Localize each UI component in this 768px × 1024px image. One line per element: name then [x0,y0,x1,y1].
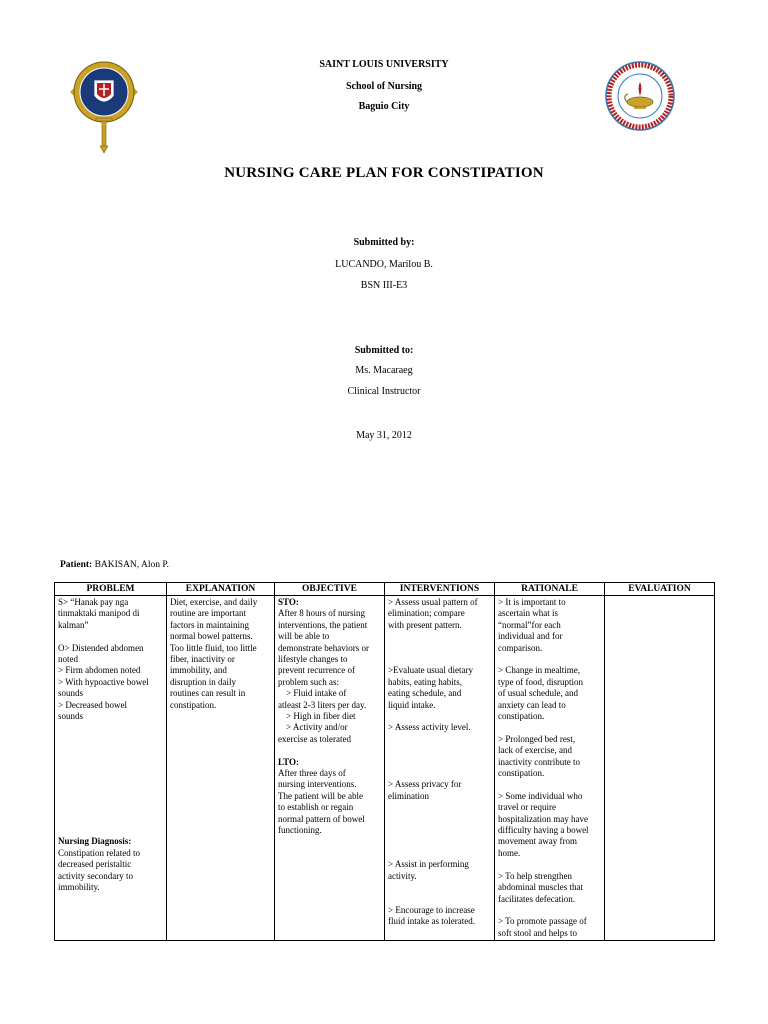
lto-line: normal pattern of bowel [278,813,365,824]
rationale-line: constipation. [498,768,545,779]
explanation-line: routines can result in [170,688,246,699]
nursing-diagnosis-text: activity secondary to [58,870,133,881]
rationale-line: > Some individual who [498,790,583,801]
care-plan-table [54,582,715,941]
submitted-to-label: Submitted to: [354,345,414,356]
document-title: NURSING CARE PLAN FOR CONSTIPATION [224,165,544,181]
nursing-diagnosis-label: Nursing Diagnosis: [58,836,132,847]
objective-cell [275,596,385,941]
explanation-line: constipation. [170,699,217,710]
intervention-line: elimination [388,790,429,801]
nursing-diagnosis-text: immobility. [58,882,100,893]
explanation-cell [167,596,275,941]
intervention-line: with present pattern. [388,619,462,630]
sto-item: atleast 2-3 liters per day. [278,699,367,710]
rationale-line: soft stool and helps to [498,927,577,938]
intervention-line: > Assess privacy for [388,779,462,790]
sto-line: demonstrate behaviors or [278,642,369,653]
intervention-line: fluid intake as tolerated. [388,916,475,927]
submitted-by-section: BSN III-E3 [360,280,408,291]
rationale-line: inactivity contribute to [498,756,580,767]
sto-line: After 8 hours of nursing [278,608,365,619]
interventions-cell [385,596,495,941]
lto-line: functioning. [278,825,322,836]
intervention-line: eating schedule, and [388,688,462,699]
rationale-line: movement away from [498,836,577,847]
rationale-line: ascertain what is [498,608,558,619]
header-evaluation: EVALUATION [605,583,715,596]
city-name: Baguio City [358,101,410,112]
intervention-line: >Evaluate usual dietary [388,665,474,676]
subjective-line: tinmaktaki manipod di [58,608,140,619]
subjective-line: S> “Hanak pay nga [58,597,129,607]
patient-label: Patient: [60,560,93,570]
header-interventions: INTERVENTIONS [385,583,495,596]
intervention-line: > Assess usual pattern of [388,597,478,607]
rationale-line: > To help strengthen [498,870,573,881]
submitted-by-name: LUCANDO, Marilou B. [335,259,433,270]
submitted-to-role: Clinical Instructor [347,386,421,397]
objective-cue: sounds [58,688,84,699]
intervention-line: habits, eating habits, [388,676,462,687]
subjective-line: kalman” [58,619,89,630]
sto-line: prevent recurrence of [278,665,355,676]
header-problem: PROBLEM [55,583,167,596]
rationale-line: lack of exercise, and [498,745,572,756]
submitted-by-label: Submitted by: [353,237,415,248]
rationale-line: travel or require [498,802,556,813]
explanation-line: normal bowel patterns. [170,631,253,642]
objective-cue: > Decreased bowel [58,699,128,710]
rationale-line: comparison. [498,642,543,653]
header-objective: OBJECTIVE [275,583,385,596]
rationale-line: individual and for [498,631,563,642]
rationale-line: > Prolonged bed rest, [498,733,576,744]
rationale-line: hospitalization may have [498,813,588,824]
objective-cue: > With hypoactive bowel [58,676,149,687]
rationale-line: abdominal muscles that [498,882,583,893]
explanation-line: disruption in daily [170,676,236,687]
patient-line [60,560,169,570]
rationale-line: > Change in mealtime, [498,665,581,676]
table-header-row [55,583,715,596]
header-rationale: RATIONALE [495,583,605,596]
rationale-cell [495,596,605,941]
submitted-to-name: Ms. Macaraeg [355,365,413,376]
objective-cue: O> Distended abdomen [58,642,144,653]
explanation-line: Diet, exercise, and daily [170,597,258,607]
objective-cue: sounds [58,711,84,722]
submission-date: May 31, 2012 [356,430,412,441]
lto-line: to establish or regain [278,802,354,813]
intervention-line: > Encourage to increase [388,904,475,915]
header-explanation: EXPLANATION [167,583,275,596]
intervention-line: liquid intake. [388,699,436,710]
rationale-line: home. [498,847,521,858]
intervention-line: > Assess activity level. [388,722,471,733]
rationale-line: > To promote passage of [498,916,587,927]
explanation-line: Too little fluid, too little [170,642,257,653]
rationale-line: difficulty having a bowel [498,825,589,836]
nursing-diagnosis-text: Constipation related to [58,847,140,858]
lto-line: After three days of [278,768,346,779]
explanation-line: fiber, inactivity or [170,654,235,665]
intervention-line: elimination; compare [388,608,465,619]
rationale-line: > It is important to [498,597,566,607]
nursing-diagnosis-text: decreased peristaltic [58,859,132,870]
rationale-line: of usual schedule, and [498,688,578,699]
sto-line: lifestyle changes to [278,654,348,665]
objective-cue: noted [58,654,78,665]
evaluation-cell [605,596,715,941]
sto-item: exercise as tolerated [278,733,351,744]
school-name: School of Nursing [345,81,423,92]
sto-line: problem such as: [278,676,339,687]
rationale-line: type of food, disruption [498,676,583,687]
patient-name: BAKISAN, Alon P. [94,560,169,570]
rationale-line: facilitates defecation. [498,893,575,904]
explanation-line: routine are important [170,608,246,619]
lto-line: The patient will be able [278,790,363,801]
explanation-line: immobility, and [170,665,227,676]
explanation-line: factors in maintaining [170,619,249,630]
university-name: SAINT LOUIS UNIVERSITY [319,59,449,70]
rationale-line: anxiety can lead to [498,699,566,710]
sto-item: > Fluid intake of [286,688,347,699]
intervention-line: activity. [388,870,417,881]
sto-line: will be able to [278,631,330,642]
table-row [55,596,715,941]
objective-cue: > Firm abdomen noted [58,665,141,676]
sto-line: interventions, the patient [278,619,368,630]
problem-cell [55,596,167,941]
sto-item: > High in fiber diet [286,711,356,722]
lto-line: nursing interventions. [278,779,357,790]
intervention-line: > Assist in performing [388,859,469,870]
rationale-line: constipation. [498,711,545,722]
nursing-seal-logo [604,60,676,132]
sto-item: > Activity and/or [286,722,348,733]
rationale-line: “normal”for each [498,619,561,630]
sto-label: STO: [278,597,299,607]
lto-label: LTO: [278,756,300,767]
